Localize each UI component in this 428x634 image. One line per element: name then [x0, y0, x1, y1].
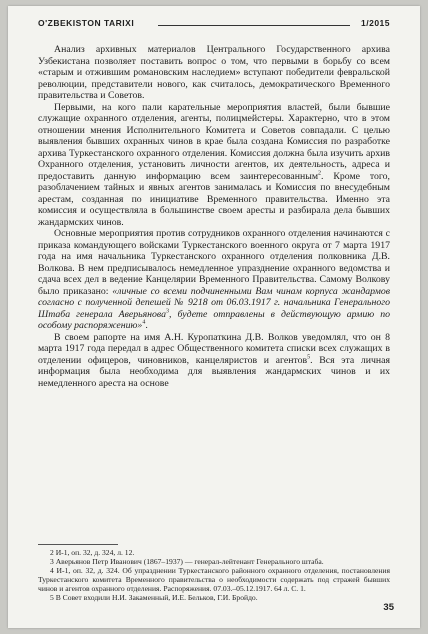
body-text: [38, 44, 390, 389]
footnote-ref: 3: [166, 308, 170, 315]
footnote-ref: 5: [307, 354, 311, 361]
footnote: 3 Аверьянов Петр Иванович (1867–1937) — генерал-лейтенант Генерального штаба.: [50, 557, 324, 566]
paragraph-text: Первыми, на кого пали карательные мероприятия властей, были бывшие служащие охранного отделения, агенты, полицмейстеры. Характерно, что в этом отношении мнения Исполнительного Комитета и Советов совпадали. С целью выявления бывших охранных чинов в крае была создана Комиссия по разработке архива Туркестанского охранного отделения. Комиссия должна была изучить архив Охранного отделения, установить личности агентов, их деятельность, адреса и предоставить данную информацию всем заинтересованным: [38, 101, 390, 182]
paragraph: [38, 332, 390, 390]
running-header: [38, 18, 390, 34]
footnote-separator: [38, 544, 118, 545]
paragraph-text: Анализ архивных материалов Центрального Государственного архива Узбекистана позволяет поставить вопрос о том, что первыми в борьбу со всем «старым и отжившим романовским наследием» вступают победители февральской революции, представители нового, как считалось, демократического Временного правительства и Советов.: [38, 44, 390, 101]
header-rule: [158, 25, 350, 26]
footnote: 5 В Совет входили Н.И. Закаменный, И.Е. Бельков, Г.И. Бройдо.: [50, 593, 258, 602]
paragraph-text: . Вся эта личная информация была необходима для выявления жандармских чинов и их немедленного ареста на основе: [38, 354, 391, 389]
footnotes: [38, 548, 390, 602]
italic-quote: «личные со всеми подчиненными Вам чинам корпуса жандармов согласно с полученной депешей № 9218 от 06.03.1917 г. начальника Генерального Штаба генерала Аверьянова: [38, 285, 390, 320]
document-page: [8, 6, 420, 628]
paragraph: [38, 228, 390, 332]
italic-quote: , будете отправлены в действующую армию по особому распоряжению»: [38, 308, 390, 331]
paragraph-text: В своем рапорте на имя А.Н. Куропаткина Д.В. Волков уведомлял, что он 8 марта 1917 года передал в адрес Общественного комитета списки всех служащих в отделении офицеров, чиновников, канцеляристов и агентов: [38, 331, 390, 366]
journal-title: O'ZBEKISTON TARIXI: [38, 18, 135, 28]
issue-number: 1/2015: [361, 18, 390, 28]
footnote-ref: 2: [318, 170, 322, 177]
paragraph-text: Основные мероприятия против сотрудников охранного отделения начинаются с приказа командующего войсками Туркестанского военного округа от 7 марта 1917 года на имя начальника Туркестанского охранного отделения полковника Д.В. Волкова. В нем предписывалось немедленное упразднение охранного ведомства и сдача всех дел в ведение Канцелярии Временного Правительства. Самому Волкову было приказано:: [38, 228, 390, 297]
paragraph-text: .: [145, 320, 148, 331]
footnote-ref: 4: [142, 319, 146, 326]
paragraph: [38, 44, 390, 102]
footnote: 2 И-1, оп. 32, д. 324, л. 12.: [50, 548, 135, 557]
paragraph-text: . Кроме того, разоблачением тайных и явных агентов занималась и Комиссия по внесудебным арестам, созданная по инициативе Временного правительства. Именно эта комиссия и осуществляла в большинстве своем аресты и разбирала дела бывших жандармских чинов.: [38, 170, 390, 228]
paragraph: [38, 102, 390, 229]
footnote: 4 И-1, оп. 32, д. 324. Об упразднении Туркестанского районного охранного отделения, постановления Туркестанского комитета Временного правительства о необходимости содержать под стражей бывших чинов и агентов охранного отделения. Распоряжения. 07.03.–05.12.1917. 64 л. С. 1.: [38, 566, 390, 593]
page-number: 35: [383, 602, 394, 613]
